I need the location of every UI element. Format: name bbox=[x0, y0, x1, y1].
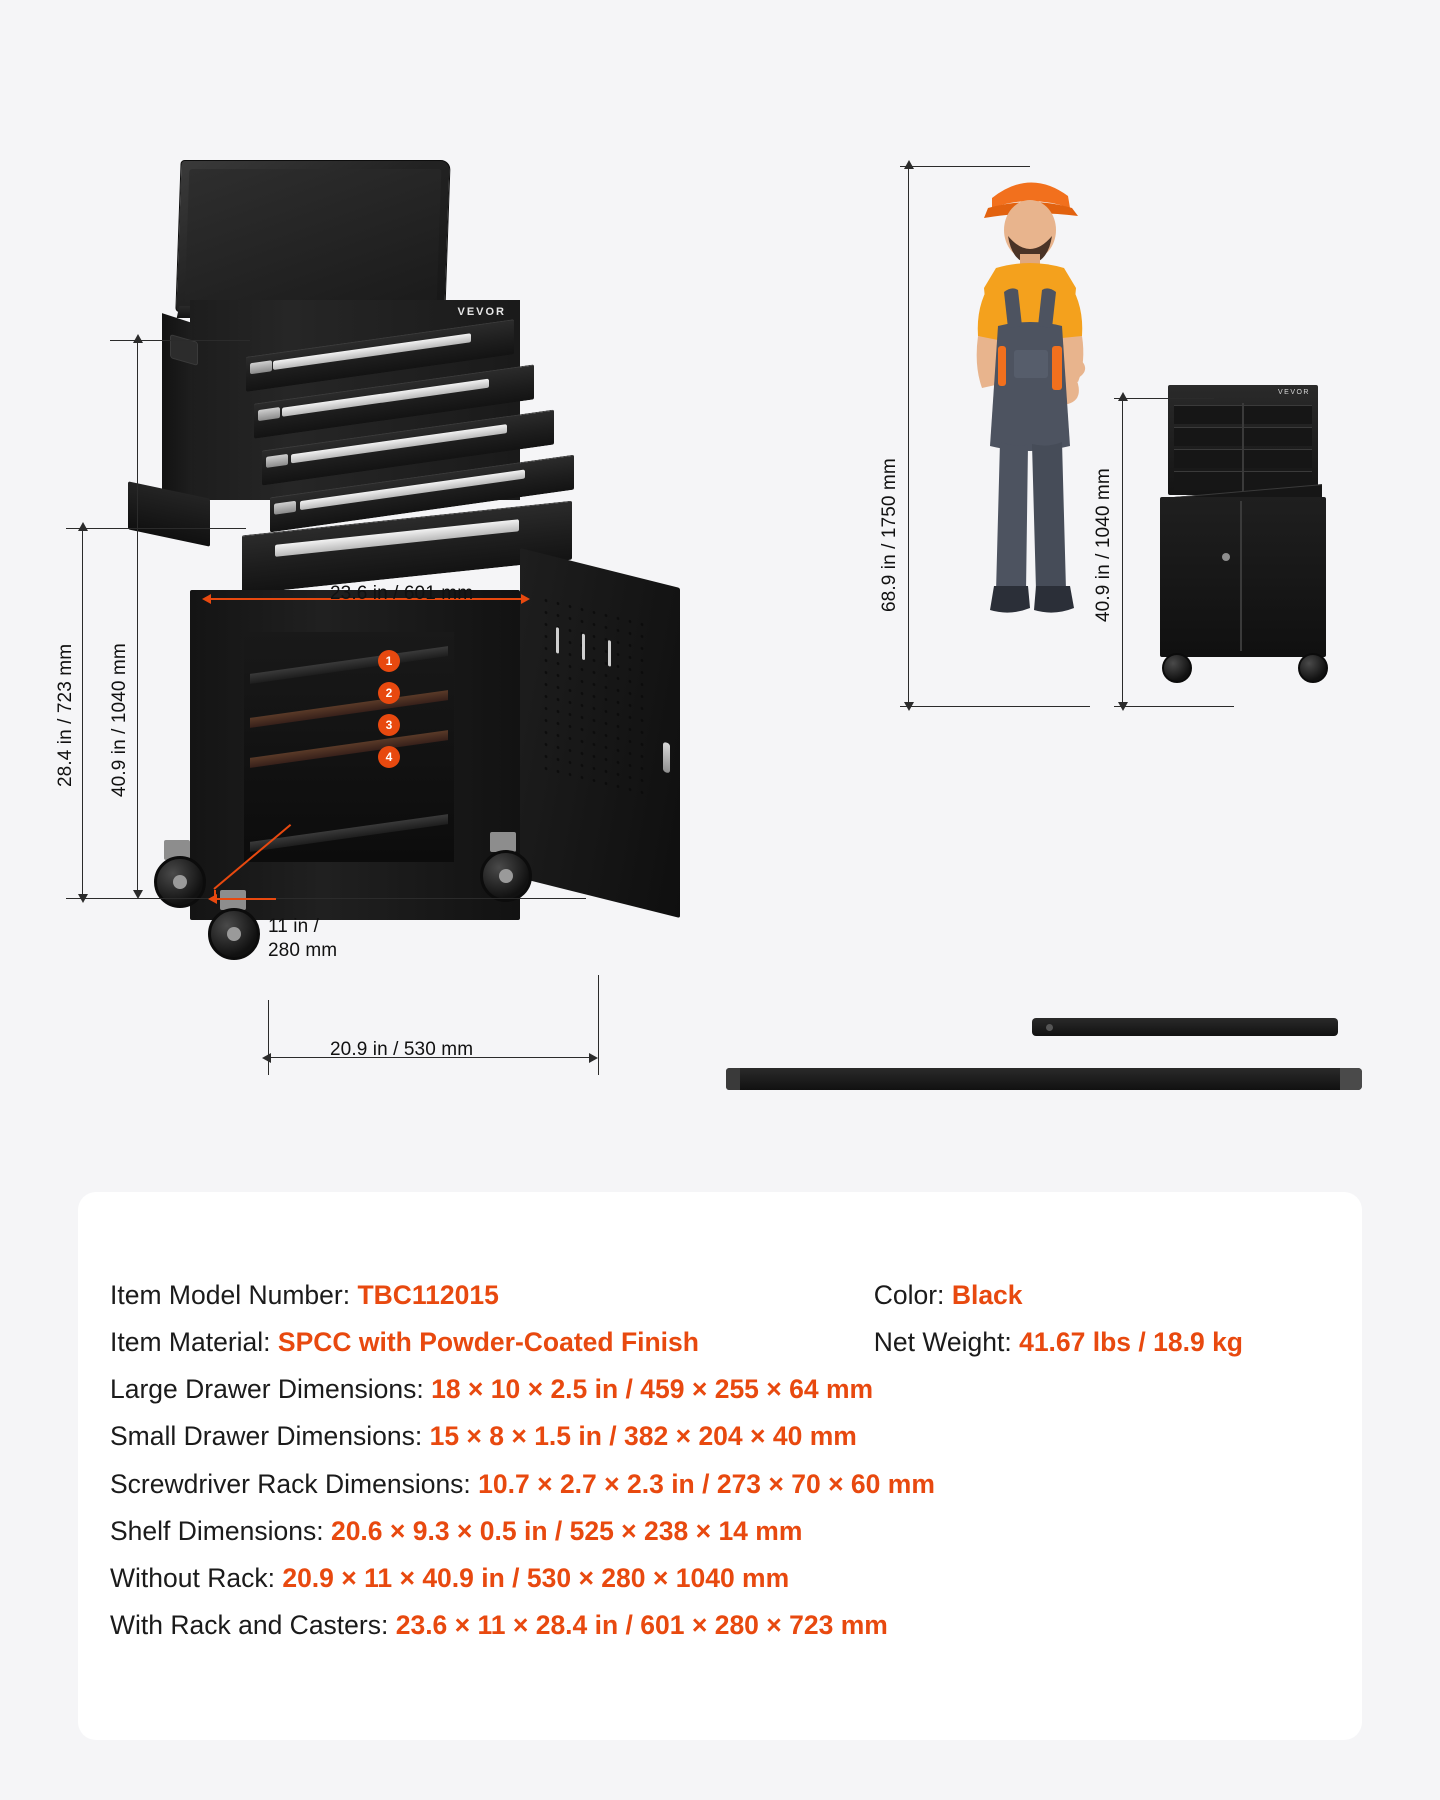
mini-caster-left bbox=[1162, 653, 1192, 683]
mini-cabinet-lock bbox=[1222, 553, 1230, 561]
tick-cabinet-height-top bbox=[110, 340, 250, 341]
mini-cabinet-body bbox=[1160, 497, 1326, 657]
drawer-slide-4 bbox=[274, 501, 296, 515]
tick-base-width-left bbox=[268, 1000, 269, 1075]
dimline-person-height bbox=[908, 166, 909, 706]
mini-brand-logo: VEVOR bbox=[1277, 389, 1310, 396]
label-cabinet-height: 40.9 in / 1040 mm bbox=[109, 643, 130, 797]
dimline-cabinet-height bbox=[137, 340, 138, 895]
spec-row-small-drawer bbox=[110, 1413, 1330, 1460]
label-depth-280: 11 in / 280 mm bbox=[268, 916, 338, 961]
tool-hook-1 bbox=[556, 627, 559, 654]
shelf-marker-1: 1 bbox=[378, 650, 400, 672]
cabinet-door bbox=[520, 548, 680, 918]
spec-label-screwdriver-rack: Screwdriver Rack Dimensions: bbox=[110, 1468, 471, 1499]
chest-lid bbox=[175, 160, 450, 312]
spec-value-large-drawer: 18 × 10 × 2.5 in / 459 × 255 × 64 mm bbox=[431, 1374, 874, 1405]
spec-label-with-rack-casters: With Rack and Casters: bbox=[110, 1610, 389, 1641]
caster-hub bbox=[227, 927, 241, 941]
main-product-illustration bbox=[150, 160, 620, 980]
dimline-cabinet-scale-height bbox=[1122, 398, 1123, 706]
spec-value-screwdriver-rack: 10.7 × 2.7 × 2.3 in / 273 × 70 × 60 mm bbox=[478, 1468, 935, 1499]
spec-label-without-rack: Without Rack: bbox=[110, 1562, 275, 1593]
spec-material bbox=[110, 1319, 874, 1366]
mini-top-chest bbox=[1168, 385, 1318, 495]
cabinet-interior bbox=[244, 632, 454, 862]
tool-hook-2 bbox=[582, 634, 585, 661]
tick-cabinet-scale-bottom bbox=[1114, 706, 1234, 707]
spec-row-model-color bbox=[110, 1272, 1330, 1319]
shelf-marker-2: 2 bbox=[378, 682, 400, 704]
drawer-slide-3 bbox=[266, 454, 288, 468]
accessory-rail-lower-end-right bbox=[1340, 1068, 1362, 1090]
spec-value-with-rack-casters: 23.6 × 11 × 28.4 in / 601 × 280 × 723 mm bbox=[395, 1610, 888, 1641]
arrow-cabinet-scale-top bbox=[1118, 392, 1128, 401]
accessory-rail-lower-end-left bbox=[726, 1068, 740, 1090]
accessory-rail-lower bbox=[726, 1068, 1362, 1090]
caster-stem-right bbox=[490, 832, 516, 852]
spec-row-large-drawer bbox=[110, 1366, 1330, 1413]
spec-row-shelf bbox=[110, 1508, 1330, 1555]
spec-value-shelf: 20.6 × 9.3 × 0.5 in / 525 × 238 × 14 mm bbox=[330, 1515, 803, 1546]
caster-right-rear bbox=[480, 850, 532, 902]
rolling-cabinet-body bbox=[190, 590, 520, 920]
spec-row-with-rack-casters bbox=[110, 1602, 1330, 1649]
shelf-marker-4: 4 bbox=[378, 746, 400, 768]
arrow-depth-280 bbox=[208, 894, 217, 904]
cabinet-shelf-top bbox=[250, 646, 448, 684]
spec-label-color: Color: bbox=[873, 1280, 945, 1310]
arrow-width-601-right bbox=[521, 594, 530, 604]
spec-label-small-drawer: Small Drawer Dimensions: bbox=[110, 1421, 423, 1452]
pegboard-holes bbox=[540, 593, 650, 800]
mini-caster-right bbox=[1298, 653, 1328, 683]
caster-left-rear bbox=[154, 856, 206, 908]
mini-cabinet-door-split bbox=[1240, 501, 1242, 651]
spec-color bbox=[874, 1272, 1330, 1319]
arrow-cabinet-height-bottom bbox=[133, 890, 143, 899]
specifications-list bbox=[110, 1272, 1330, 1649]
tick-base-width-right bbox=[598, 975, 599, 1075]
spec-value-color: Black bbox=[951, 1280, 1023, 1310]
scale-reference-cabinet bbox=[1160, 385, 1340, 685]
spec-label-shelf: Shelf Dimensions: bbox=[110, 1515, 324, 1546]
drawer-slide-2 bbox=[258, 407, 280, 421]
spec-label-weight: Net Weight: bbox=[873, 1327, 1012, 1358]
tick-person-top bbox=[900, 166, 1030, 167]
arrow-base-width-left bbox=[262, 1053, 271, 1063]
tick-total-height-top bbox=[66, 528, 246, 529]
spec-value-model: TBC112015 bbox=[357, 1280, 499, 1310]
arrow-base-width-right bbox=[589, 1053, 598, 1063]
spec-row-material-weight bbox=[110, 1319, 1330, 1366]
label-cabinet-scale-height: 40.9 in / 1040 mm bbox=[1093, 468, 1114, 622]
spec-weight bbox=[874, 1319, 1330, 1366]
spec-value-weight: 41.67 lbs / 18.9 kg bbox=[1019, 1327, 1243, 1358]
label-width-601: 23.6 in / 601 mm bbox=[330, 583, 474, 604]
label-total-height: 28.4 in / 723 mm bbox=[55, 643, 76, 787]
spec-label-large-drawer: Large Drawer Dimensions: bbox=[110, 1374, 424, 1405]
spec-label-material: Item Material: bbox=[110, 1327, 271, 1358]
cabinet-shelf-2 bbox=[250, 730, 448, 768]
chest-lid-inner-panel bbox=[185, 169, 442, 303]
tick-cabinet-scale-top bbox=[1114, 398, 1214, 399]
spec-value-small-drawer: 15 × 8 × 1.5 in / 382 × 204 × 40 mm bbox=[429, 1421, 857, 1452]
shelf-marker-3: 3 bbox=[378, 714, 400, 736]
door-handle bbox=[663, 742, 670, 774]
spec-row-screwdriver-rack bbox=[110, 1461, 1330, 1508]
caster-stem-front bbox=[220, 890, 246, 910]
specifications-card bbox=[78, 1192, 1362, 1740]
spec-row-without-rack bbox=[110, 1555, 1330, 1602]
mini-drawer-divider bbox=[1242, 403, 1244, 491]
arrow-cabinet-height-top bbox=[133, 334, 143, 343]
cabinet-shelf-1 bbox=[250, 690, 448, 728]
caster-left-front bbox=[208, 908, 260, 960]
label-person-height: 68.9 in / 1750 mm bbox=[879, 458, 900, 612]
arrow-width-601-left bbox=[202, 594, 211, 604]
spec-value-without-rack: 20.9 × 11 × 40.9 in / 530 × 280 × 1040 mm bbox=[282, 1562, 790, 1593]
caster-hub bbox=[173, 875, 187, 889]
spec-value-material: SPCC with Powder-Coated Finish bbox=[277, 1327, 699, 1358]
brand-logo: VEVOR bbox=[457, 306, 506, 318]
drawer-slide-1 bbox=[250, 360, 272, 374]
accessory-rail-upper bbox=[1032, 1018, 1338, 1036]
tick-person-bottom bbox=[900, 706, 1090, 707]
tick-total-height-bottom bbox=[66, 898, 586, 899]
label-base-width: 20.9 in / 530 mm bbox=[330, 1039, 474, 1060]
arrow-total-height-top bbox=[78, 522, 88, 531]
spec-label-model: Item Model Number: bbox=[110, 1280, 351, 1310]
spec-model bbox=[110, 1272, 874, 1319]
accessory-rail-upper-hole bbox=[1046, 1024, 1053, 1031]
dimline-total-height bbox=[82, 528, 83, 898]
caster-hub bbox=[499, 869, 513, 883]
dimline-depth-280-horizontal bbox=[214, 898, 276, 900]
arrow-person-height-top bbox=[904, 160, 914, 169]
scale-reference-person bbox=[930, 150, 1110, 710]
tool-hook-3 bbox=[608, 640, 611, 667]
